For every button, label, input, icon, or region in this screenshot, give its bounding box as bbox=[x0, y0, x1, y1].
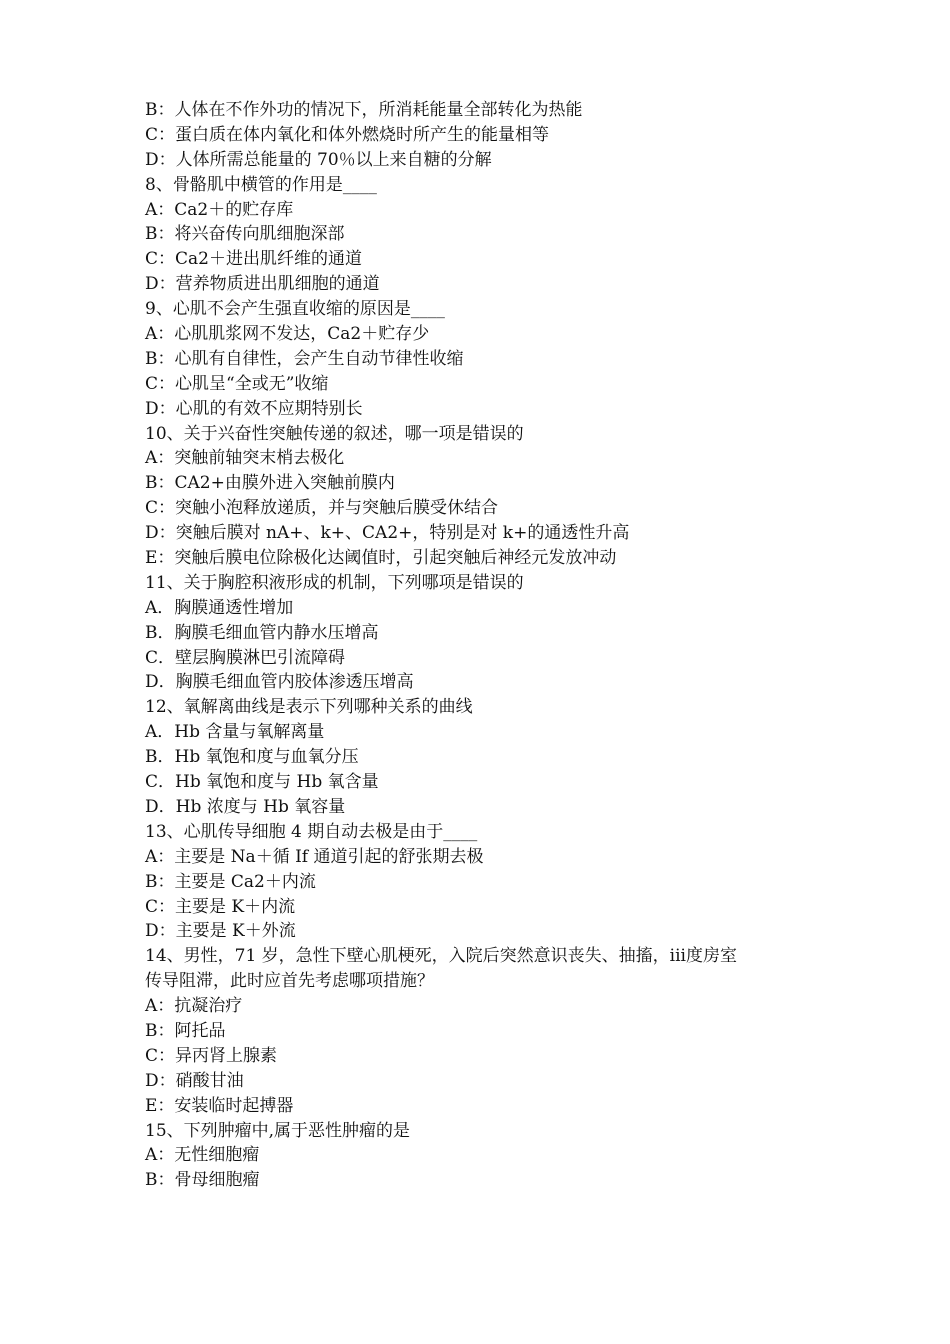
option-line: A：心肌肌浆网不发达，Ca2＋贮存少 bbox=[145, 324, 430, 345]
option-line: C：突触小泡释放递质，并与突触后膜受休结合 bbox=[145, 498, 499, 519]
option-line: D：人体所需总能量的 70％以上来自糖的分解 bbox=[145, 149, 492, 170]
option-line: A：突触前轴突末梢去极化 bbox=[145, 448, 345, 469]
option-line: D：心肌的有效不应期特别长 bbox=[145, 398, 363, 419]
option-line: A：无性细胞瘤 bbox=[145, 1145, 260, 1166]
option-line: B：CA2+由膜外进入突触前膜内 bbox=[145, 473, 395, 494]
option-line: B．胸膜毛细血管内静水压增高 bbox=[145, 622, 379, 643]
option-line: B：将兴奋传向肌细胞深部 bbox=[145, 224, 345, 245]
option-line: A．胸膜通透性增加 bbox=[145, 597, 294, 618]
option-line: D：营养物质进出肌细胞的通道 bbox=[145, 274, 380, 295]
question-stem: 12、氧解离曲线是表示下列哪种关系的曲线 bbox=[145, 697, 473, 718]
option-line: B：主要是 Ca2＋内流 bbox=[145, 871, 316, 892]
question-stem: 9、心肌不会产生强直收缩的原因是____ bbox=[145, 299, 445, 320]
option-line: D：主要是 K＋外流 bbox=[145, 921, 296, 942]
document-body bbox=[145, 98, 815, 1193]
option-line: A：抗凝治疗 bbox=[145, 996, 243, 1017]
option-line: B：骨母细胞瘤 bbox=[145, 1170, 260, 1191]
question-stem: 13、心肌传导细胞 4 期自动去极是由于____ bbox=[145, 821, 478, 842]
question-stem: 10、关于兴奋性突触传递的叙述，哪一项是错误的 bbox=[145, 423, 524, 444]
option-line: C：异丙肾上腺素 bbox=[145, 1045, 278, 1066]
option-line: A：Ca2＋的贮存库 bbox=[145, 199, 294, 220]
option-line: A．Hb 含量与氧解离量 bbox=[145, 722, 325, 743]
option-line: E：安装临时起搏器 bbox=[145, 1095, 294, 1116]
question-stem: 11、关于胸腔积液形成的机制，下列哪项是错误的 bbox=[145, 572, 524, 593]
option-line: C．Hb 氧饱和度与 Hb 氧含量 bbox=[145, 772, 379, 793]
question-stem: 15、下列肿瘤中,属于恶性肿瘤的是 bbox=[145, 1120, 411, 1141]
option-line: C：蛋白质在体内氧化和体外燃烧时所产生的能量相等 bbox=[145, 124, 550, 145]
option-line: E：突触后膜电位除极化达阈值时，引起突触后神经元发放冲动 bbox=[145, 548, 617, 569]
option-line: D．胸膜毛细血管内胶体渗透压增高 bbox=[145, 672, 414, 693]
option-line: B：心肌有自律性，会产生自动节律性收缩 bbox=[145, 348, 464, 369]
option-line: B：人体在不作外功的情况下，所消耗能量全部转化为热能 bbox=[145, 100, 583, 120]
option-line: D：硝酸甘油 bbox=[145, 1070, 244, 1091]
option-line: C：Ca2＋进出肌纤维的通道 bbox=[145, 249, 362, 270]
question-stem: 14、男性，71 岁，急性下壁心肌梗死，入院后突然意识丧失、抽搐，iii度房室 bbox=[145, 946, 737, 967]
option-line: D．Hb 浓度与 Hb 氧容量 bbox=[145, 796, 346, 817]
option-line: A：主要是 Na＋循 If 通道引起的舒张期去极 bbox=[145, 846, 484, 867]
option-line: D：突触后膜对 nA+、k+、CA2+，特别是对 k+的通透性升高 bbox=[145, 523, 630, 544]
option-line: C：心肌呈“全或无”收缩 bbox=[145, 373, 329, 394]
question-stem-continuation: 传导阻滞，此时应首先考虑哪项措施？ bbox=[145, 971, 434, 992]
question-stem: 8、骨骼肌中横管的作用是____ bbox=[145, 174, 377, 195]
option-line: C．壁层胸膜淋巴引流障碍 bbox=[145, 647, 346, 668]
option-line: B：阿托品 bbox=[145, 1020, 226, 1041]
option-line: C：主要是 K＋内流 bbox=[145, 896, 296, 917]
option-line: B．Hb 氧饱和度与血氧分压 bbox=[145, 747, 359, 768]
